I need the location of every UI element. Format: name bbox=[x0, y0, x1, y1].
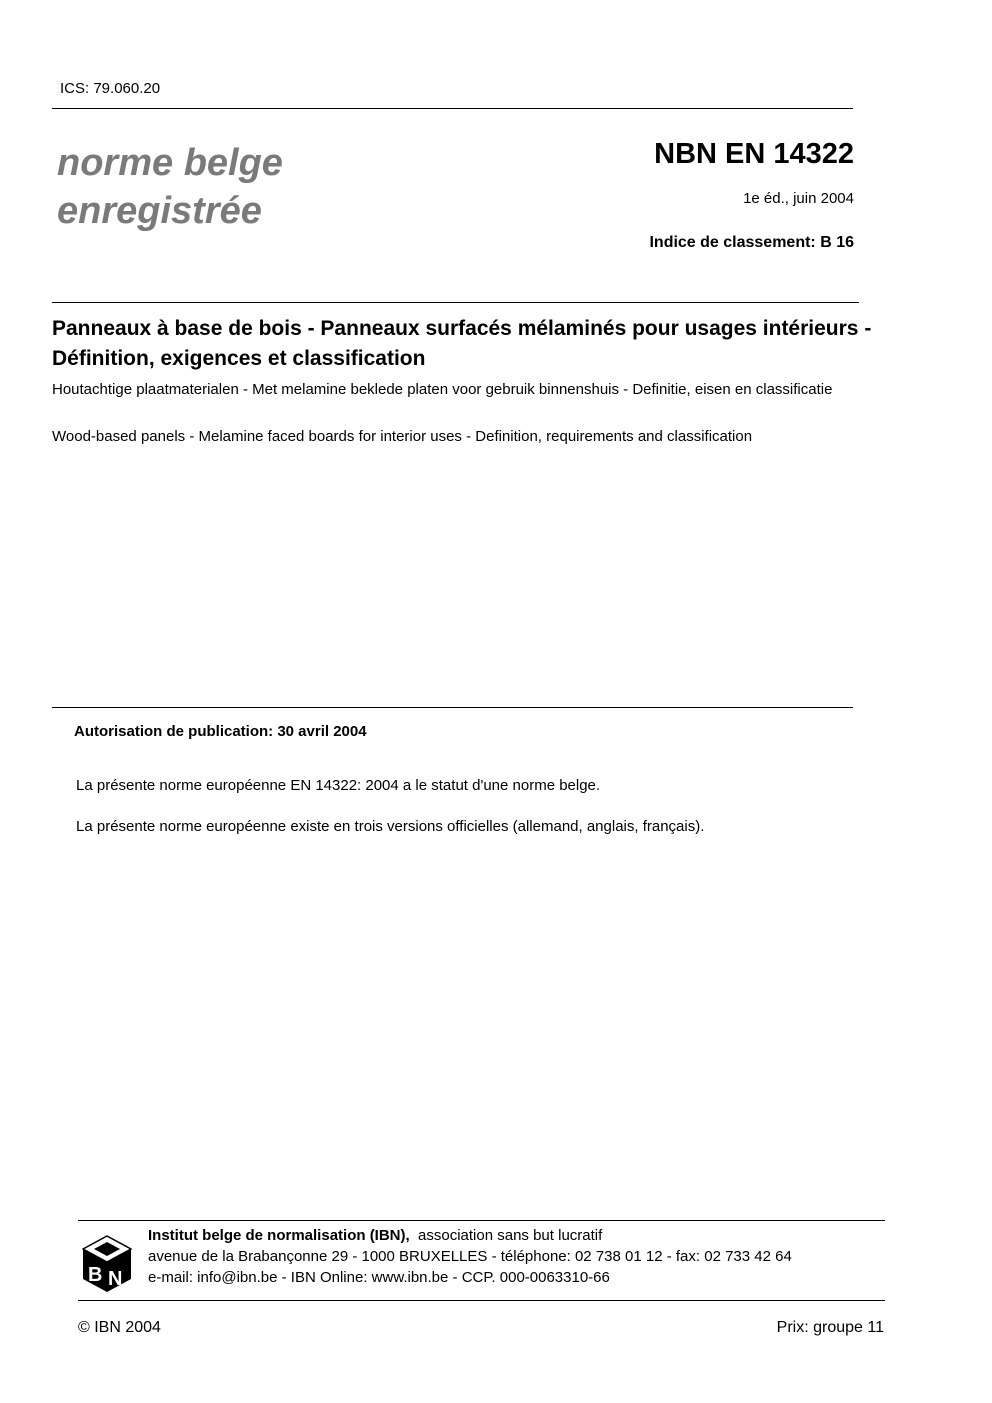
ics-code: ICS: 79.060.20 bbox=[60, 80, 161, 97]
ibn-logo-icon bbox=[82, 1235, 132, 1293]
status-paragraph: La présente norme européenne EN 14322: 2004 a le statut d'une norme belge. bbox=[76, 777, 601, 794]
versions-paragraph: La présente norme européenne existe en trois versions officielles (allemand, anglais, français). bbox=[76, 818, 705, 835]
standard-number: NBN EN 14322 bbox=[654, 138, 854, 170]
institute-name: Institut belge de normalisation (IBN), bbox=[148, 1227, 410, 1244]
institute-line bbox=[148, 1226, 602, 1245]
authorization-date: Autorisation de publication: 30 avril 2004 bbox=[74, 723, 367, 740]
header-rule bbox=[52, 108, 853, 109]
title-rule bbox=[52, 302, 859, 303]
svg-text:B: B bbox=[88, 1264, 103, 1286]
institute-contact: e-mail: info@ibn.be - IBN Online: www.ibn.be - CCP. 000-0063310-66 bbox=[148, 1269, 610, 1286]
institute-address: avenue de la Brabançonne 29 - 1000 BRUXELLES - téléphone: 02 738 01 12 - fax: 02 733 42 64 bbox=[148, 1248, 792, 1265]
body-rule bbox=[52, 707, 853, 708]
institute-type: association sans but lucratif bbox=[418, 1227, 603, 1244]
svg-text:N: N bbox=[108, 1268, 123, 1290]
footer-top-rule bbox=[78, 1220, 885, 1221]
brand-title-line-2: enregistrée bbox=[57, 190, 262, 232]
edition-date: 1e éd., juin 2004 bbox=[743, 190, 854, 207]
brand-title-line-1: norme belge bbox=[57, 142, 283, 184]
price-group: Prix: groupe 11 bbox=[776, 1319, 884, 1336]
title-french: Panneaux à base de bois - Panneaux surfacés mélaminés pour usages intérieurs - Définition, exigences et classification bbox=[52, 317, 872, 370]
title-english: Wood-based panels - Melamine faced boards for interior uses - Definition, requirements and classification bbox=[52, 428, 753, 445]
classification-index: Indice de classement: B 16 bbox=[649, 234, 854, 251]
title-dutch: Houtachtige plaatmaterialen - Met melamine beklede platen voor gebruik binnenshuis - Definitie, eisen en classificatie bbox=[52, 381, 833, 398]
footer-bottom-rule bbox=[78, 1300, 885, 1301]
copyright: © IBN 2004 bbox=[78, 1319, 161, 1336]
